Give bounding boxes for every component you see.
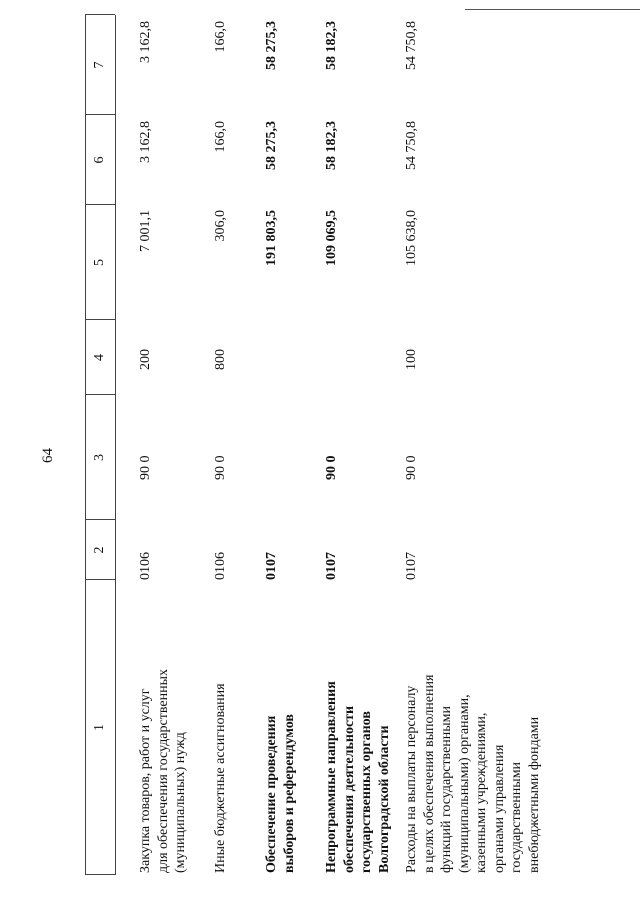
col-header-7: 7 [92,61,107,69]
table-row-5-col4: 100 [404,349,419,370]
table-row-5-col5: 105 638,0 [404,210,419,266]
table-row-4-col7: 58 182,3 [324,21,339,70]
table-row-3-col2: 0107 [264,552,279,580]
table-row-2-col4: 800 [213,349,228,370]
table-row-2-col6: 166,0 [213,121,228,153]
table-row-4-col6: 58 182,3 [324,121,339,170]
table-row-5-col7: 54 750,8 [404,21,419,70]
table-row-3-col5: 191 803,5 [264,210,279,266]
col-header-4: 4 [92,354,107,361]
table-row-4-col3: 90 0 [324,455,339,480]
table-row-4-col5: 109 069,5 [324,210,339,266]
table-row-3-col6: 58 275,3 [264,121,279,170]
table-row-5-name: Расходы на выплаты персоналу в целях обеспечения выполнения функций государственными (муниципальными) органами, казенными учреждениями, органами управления государственными внебюджетными фондами [404,674,542,873]
table-row-1-col6: 3 162,8 [138,121,153,163]
table-row-5-col6: 54 750,8 [404,121,419,170]
table-row-5-col3: 90 0 [404,455,419,480]
table-row-1-col2: 0106 [138,552,153,580]
table-row-1-col3: 90 0 [138,455,153,480]
page-number-text: 64 [39,447,56,463]
table-header-line [115,15,116,875]
table-row-1-col4: 200 [138,349,153,370]
table-row-2-name: Иные бюджетные ассигнования [213,683,228,873]
col-header-1: 1 [92,724,107,731]
table-row-2-col3: 90 0 [213,455,228,480]
table-row-5-col2: 0107 [404,552,419,580]
budget-table [85,15,542,875]
col-header-6: 6 [92,156,107,164]
col-header-5: 5 [92,259,107,266]
table-row-3-col7: 58 275,3 [264,21,279,70]
table-row-1-name: Закупка товаров, работ и услуг для обеспечения государственных (муниципальных) нужд [138,669,188,873]
col-header-2: 2 [92,546,107,554]
table-row-2-col7: 166,0 [213,21,228,53]
table-row-4-name: Непрограммные направления обеспечения деятельности государственных органов Волгоградской области [324,681,392,873]
table-row-4-col2: 0107 [324,552,339,580]
table-row-1-col5: 7 001,1 [138,210,153,252]
table-row-2-col2: 0106 [213,552,228,580]
table-row-3-name: Обеспечение проведения выборов и референдумов [264,714,297,873]
table-row-1-col7: 3 162,8 [138,21,153,63]
table-row-2-col5: 306,0 [213,210,228,242]
col-header-3: 3 [92,454,107,461]
